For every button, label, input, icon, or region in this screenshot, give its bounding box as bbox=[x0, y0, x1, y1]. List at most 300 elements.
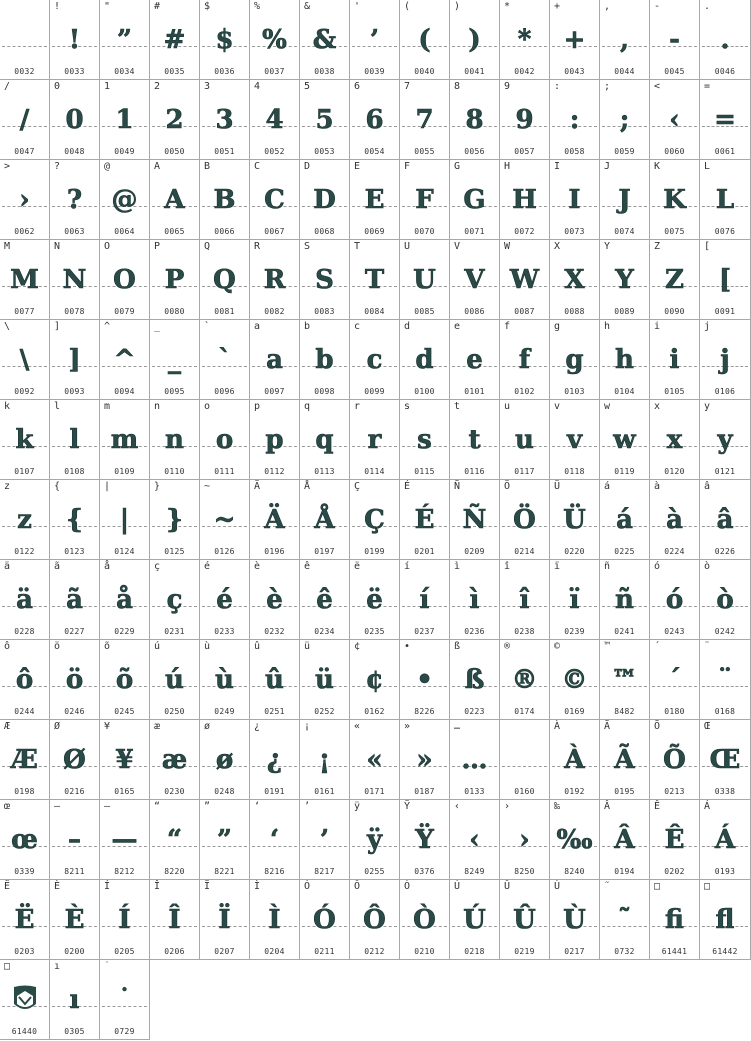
char-code: 8250 bbox=[514, 867, 535, 876]
glyph-preview: ä bbox=[16, 585, 33, 615]
glyph-cell[interactable] bbox=[150, 560, 200, 640]
glyph-cell[interactable] bbox=[50, 0, 100, 80]
glyph-cell[interactable] bbox=[650, 240, 700, 320]
glyph-cell[interactable] bbox=[700, 640, 751, 720]
glyph-cell[interactable] bbox=[100, 800, 150, 880]
glyph-preview: ? bbox=[66, 185, 83, 215]
glyph-cell[interactable] bbox=[550, 0, 600, 80]
glyph-cell[interactable] bbox=[50, 320, 100, 400]
glyph-cell[interactable] bbox=[300, 160, 350, 240]
character-label: î bbox=[504, 561, 511, 572]
glyph-cell[interactable] bbox=[250, 0, 300, 80]
glyph-cell[interactable] bbox=[700, 880, 751, 960]
glyph-cell[interactable] bbox=[700, 800, 751, 880]
character-label: É bbox=[404, 481, 411, 492]
glyph-cell[interactable] bbox=[300, 480, 350, 560]
glyph-cell[interactable] bbox=[600, 800, 650, 880]
char-code: 0067 bbox=[264, 227, 285, 236]
glyph-cell[interactable] bbox=[350, 240, 400, 320]
glyph-cell[interactable] bbox=[400, 240, 450, 320]
character-label: > bbox=[4, 161, 11, 172]
glyph-cell[interactable] bbox=[300, 720, 350, 800]
glyph-cell[interactable] bbox=[650, 160, 700, 240]
glyph-cell[interactable] bbox=[600, 80, 650, 160]
char-code: 0214 bbox=[514, 547, 535, 556]
glyph-preview: { bbox=[66, 505, 83, 535]
glyph-cell[interactable] bbox=[700, 240, 751, 320]
glyph-cell[interactable] bbox=[0, 80, 50, 160]
char-code: 0207 bbox=[214, 947, 235, 956]
glyph-cell[interactable] bbox=[250, 240, 300, 320]
glyph-cell[interactable] bbox=[150, 400, 200, 480]
glyph-cell[interactable] bbox=[100, 960, 150, 1040]
glyph-preview: ® bbox=[511, 665, 538, 695]
glyph-cell[interactable] bbox=[500, 80, 550, 160]
character-label: r bbox=[354, 401, 361, 412]
glyph-cell[interactable] bbox=[400, 320, 450, 400]
character-label: " bbox=[104, 1, 111, 12]
character-label: ä bbox=[4, 561, 11, 572]
glyph-cell[interactable] bbox=[600, 0, 650, 80]
glyph-cell[interactable] bbox=[600, 480, 650, 560]
glyph-preview: ã bbox=[66, 585, 83, 615]
glyph-cell[interactable] bbox=[600, 160, 650, 240]
glyph-cell[interactable] bbox=[650, 480, 700, 560]
glyph-cell[interactable] bbox=[700, 400, 751, 480]
character-label: Á bbox=[704, 801, 711, 812]
glyph-preview: ó bbox=[665, 585, 684, 615]
glyph-cell[interactable] bbox=[0, 240, 50, 320]
char-code: 0086 bbox=[464, 307, 485, 316]
character-label: ” bbox=[204, 801, 211, 812]
glyph-cell[interactable] bbox=[150, 0, 200, 80]
glyph-cell[interactable] bbox=[550, 800, 600, 880]
glyph-cell[interactable] bbox=[700, 480, 751, 560]
character-label: » bbox=[404, 721, 411, 732]
glyph-cell[interactable] bbox=[150, 240, 200, 320]
char-code: 0187 bbox=[414, 787, 435, 796]
char-code: 0732 bbox=[614, 947, 635, 956]
glyph-cell[interactable] bbox=[550, 160, 600, 240]
glyph-cell[interactable] bbox=[100, 320, 150, 400]
character-label: Ò bbox=[404, 881, 411, 892]
glyph-cell[interactable] bbox=[700, 560, 751, 640]
glyph-cell[interactable] bbox=[600, 240, 650, 320]
glyph-cell[interactable] bbox=[50, 560, 100, 640]
glyph-preview: y bbox=[717, 425, 733, 455]
glyph-cell[interactable] bbox=[150, 80, 200, 160]
glyph-cell[interactable] bbox=[550, 400, 600, 480]
char-code: 0234 bbox=[314, 627, 335, 636]
glyph-cell[interactable] bbox=[200, 240, 250, 320]
glyph-preview: â bbox=[716, 505, 734, 535]
glyph-preview: = bbox=[714, 105, 736, 135]
glyph-cell[interactable] bbox=[650, 720, 700, 800]
glyph-cell[interactable] bbox=[200, 560, 250, 640]
char-code: 0105 bbox=[664, 387, 685, 396]
glyph-cell[interactable] bbox=[300, 240, 350, 320]
glyph-cell[interactable] bbox=[250, 160, 300, 240]
character-label: ; bbox=[604, 81, 611, 92]
glyph-cell[interactable] bbox=[0, 960, 50, 1040]
glyph-cell[interactable] bbox=[50, 80, 100, 160]
character-label: □ bbox=[654, 881, 661, 892]
glyph-cell[interactable] bbox=[450, 0, 500, 80]
glyph-cell[interactable] bbox=[250, 720, 300, 800]
glyph-cell[interactable] bbox=[100, 400, 150, 480]
glyph-cell[interactable] bbox=[450, 800, 500, 880]
char-code: 0225 bbox=[614, 547, 635, 556]
glyph-cell[interactable] bbox=[700, 320, 751, 400]
glyph-preview: \ bbox=[19, 345, 30, 375]
character-label: “ bbox=[154, 801, 161, 812]
char-code: 0084 bbox=[364, 307, 385, 316]
glyph-preview: @ bbox=[111, 185, 138, 215]
glyph-cell[interactable] bbox=[100, 560, 150, 640]
glyph-cell[interactable] bbox=[350, 80, 400, 160]
char-code: 0213 bbox=[664, 787, 685, 796]
glyph-cell[interactable] bbox=[150, 720, 200, 800]
glyph-cell[interactable] bbox=[0, 480, 50, 560]
character-label: á bbox=[604, 481, 611, 492]
glyph-preview: + bbox=[563, 25, 586, 55]
glyph-preview: Ì bbox=[268, 905, 281, 935]
glyph-cell[interactable] bbox=[250, 80, 300, 160]
glyph-cell[interactable] bbox=[50, 720, 100, 800]
character-label: Z bbox=[654, 241, 661, 252]
glyph-cell[interactable] bbox=[50, 640, 100, 720]
glyph-cell[interactable] bbox=[200, 320, 250, 400]
character-label: v bbox=[554, 401, 561, 412]
char-code: 0165 bbox=[114, 787, 135, 796]
glyph-preview: “ bbox=[167, 825, 182, 855]
glyph-preview: q bbox=[315, 425, 334, 455]
glyph-cell[interactable] bbox=[400, 880, 450, 960]
character-label: Û bbox=[504, 881, 511, 892]
glyph-cell[interactable] bbox=[350, 480, 400, 560]
glyph-cell[interactable] bbox=[550, 480, 600, 560]
char-code: 0098 bbox=[314, 387, 335, 396]
glyph-cell[interactable] bbox=[700, 720, 751, 800]
glyph-cell[interactable] bbox=[500, 880, 550, 960]
char-code: 0200 bbox=[64, 947, 85, 956]
glyph-preview: h bbox=[615, 345, 634, 375]
char-code: 0231 bbox=[164, 627, 185, 636]
character-label: k bbox=[4, 401, 11, 412]
glyph-cell[interactable] bbox=[550, 720, 600, 800]
glyph-cell[interactable] bbox=[200, 480, 250, 560]
glyph-preview: # bbox=[163, 25, 186, 55]
glyph-cell[interactable] bbox=[250, 880, 300, 960]
character-label: Ú bbox=[454, 881, 461, 892]
glyph-cell[interactable] bbox=[500, 160, 550, 240]
glyph-cell[interactable] bbox=[100, 880, 150, 960]
glyph-cell[interactable] bbox=[450, 80, 500, 160]
glyph-cell[interactable] bbox=[350, 800, 400, 880]
glyph-preview: Ê bbox=[664, 825, 685, 855]
glyph-cell[interactable] bbox=[200, 80, 250, 160]
glyph-cell[interactable] bbox=[250, 800, 300, 880]
glyph-cell[interactable] bbox=[650, 320, 700, 400]
char-code: 0238 bbox=[514, 627, 535, 636]
character-label: … bbox=[454, 721, 461, 732]
glyph-cell[interactable] bbox=[200, 0, 250, 80]
char-code: 0193 bbox=[714, 867, 736, 876]
character-label: ' bbox=[354, 1, 361, 12]
glyph-cell[interactable] bbox=[350, 880, 400, 960]
glyph-preview: Ù bbox=[563, 905, 586, 935]
glyph-cell[interactable] bbox=[450, 720, 500, 800]
glyph-cell[interactable] bbox=[400, 160, 450, 240]
glyph-cell[interactable] bbox=[400, 0, 450, 80]
glyph-preview: ü bbox=[315, 665, 334, 695]
character-label: o bbox=[204, 401, 211, 412]
glyph-cell[interactable] bbox=[0, 320, 50, 400]
glyph-cell[interactable] bbox=[500, 0, 550, 80]
glyph-cell[interactable] bbox=[650, 80, 700, 160]
character-label: ® bbox=[504, 641, 511, 652]
glyph-cell[interactable] bbox=[550, 320, 600, 400]
character-label: / bbox=[4, 81, 11, 92]
char-code: 0083 bbox=[314, 307, 335, 316]
character-label: Ù bbox=[554, 881, 561, 892]
glyph-cell[interactable] bbox=[150, 320, 200, 400]
glyph-preview: e bbox=[466, 345, 483, 375]
glyph-cell[interactable] bbox=[300, 880, 350, 960]
glyph-cell[interactable] bbox=[0, 800, 50, 880]
character-label: 8 bbox=[454, 81, 461, 92]
glyph-cell[interactable] bbox=[650, 640, 700, 720]
character-label: Â bbox=[604, 801, 611, 812]
glyph-preview: Z bbox=[665, 265, 684, 295]
glyph-cell[interactable] bbox=[650, 880, 700, 960]
glyph-cell[interactable] bbox=[550, 880, 600, 960]
glyph-cell[interactable] bbox=[0, 160, 50, 240]
glyph-cell[interactable] bbox=[0, 640, 50, 720]
glyph-cell[interactable] bbox=[400, 480, 450, 560]
glyph-cell[interactable] bbox=[650, 0, 700, 80]
glyph-cell[interactable] bbox=[300, 0, 350, 80]
glyph-cell[interactable] bbox=[700, 0, 751, 80]
glyph-cell[interactable] bbox=[100, 80, 150, 160]
char-code: 0245 bbox=[114, 707, 135, 716]
glyph-cell[interactable] bbox=[100, 240, 150, 320]
glyph-cell[interactable] bbox=[100, 480, 150, 560]
char-code: 0094 bbox=[114, 387, 135, 396]
character-label: ‹ bbox=[454, 801, 461, 812]
glyph-cell[interactable] bbox=[600, 720, 650, 800]
glyph-cell[interactable] bbox=[0, 720, 50, 800]
glyph-cell[interactable] bbox=[0, 400, 50, 480]
glyph-cell[interactable] bbox=[450, 480, 500, 560]
character-label: W bbox=[504, 241, 511, 252]
glyph-cell[interactable] bbox=[500, 320, 550, 400]
char-code: 0033 bbox=[64, 67, 85, 76]
glyph-cell[interactable] bbox=[350, 160, 400, 240]
character-label: • bbox=[404, 641, 411, 652]
glyph-cell[interactable] bbox=[450, 560, 500, 640]
glyph-cell[interactable] bbox=[300, 320, 350, 400]
glyph-cell[interactable] bbox=[550, 560, 600, 640]
glyph-cell[interactable] bbox=[100, 640, 150, 720]
glyph-preview: Â bbox=[614, 825, 635, 855]
glyph-cell[interactable] bbox=[300, 640, 350, 720]
glyph-cell[interactable] bbox=[450, 880, 500, 960]
character-label: è bbox=[254, 561, 261, 572]
glyph-cell[interactable] bbox=[200, 400, 250, 480]
glyph-cell[interactable] bbox=[550, 240, 600, 320]
glyph-cell[interactable] bbox=[150, 880, 200, 960]
glyph-cell[interactable] bbox=[150, 640, 200, 720]
glyph-cell[interactable] bbox=[150, 800, 200, 880]
char-code: 0071 bbox=[464, 227, 485, 236]
glyph-cell[interactable] bbox=[350, 320, 400, 400]
glyph-cell[interactable] bbox=[200, 640, 250, 720]
glyph-cell[interactable] bbox=[650, 800, 700, 880]
glyph-cell[interactable] bbox=[600, 880, 650, 960]
glyph-cell[interactable] bbox=[250, 320, 300, 400]
glyph-cell[interactable] bbox=[50, 880, 100, 960]
char-code: 0076 bbox=[714, 227, 736, 236]
glyph-preview: Û bbox=[513, 905, 536, 935]
glyph-preview: ¿ bbox=[266, 745, 283, 775]
glyph-cell[interactable] bbox=[500, 400, 550, 480]
glyph-cell[interactable] bbox=[50, 160, 100, 240]
glyph-cell[interactable] bbox=[450, 640, 500, 720]
glyph-cell[interactable] bbox=[200, 800, 250, 880]
char-code: 0078 bbox=[64, 307, 85, 316]
glyph-cell[interactable] bbox=[250, 480, 300, 560]
char-code: 0211 bbox=[314, 947, 335, 956]
glyph-cell[interactable] bbox=[100, 0, 150, 80]
char-code: 0075 bbox=[664, 227, 685, 236]
glyph-cell[interactable] bbox=[400, 800, 450, 880]
glyph-cell[interactable] bbox=[700, 80, 751, 160]
glyph-cell[interactable] bbox=[250, 400, 300, 480]
glyph-cell[interactable] bbox=[300, 800, 350, 880]
glyph-cell[interactable] bbox=[50, 480, 100, 560]
glyph-cell[interactable] bbox=[700, 160, 751, 240]
glyph-cell[interactable] bbox=[400, 80, 450, 160]
glyph-preview: j bbox=[720, 345, 730, 375]
glyph-cell[interactable] bbox=[600, 400, 650, 480]
glyph-cell[interactable] bbox=[500, 640, 550, 720]
glyph-cell[interactable] bbox=[500, 800, 550, 880]
glyph-cell[interactable] bbox=[600, 640, 650, 720]
glyph-cell[interactable] bbox=[450, 240, 500, 320]
glyph-cell[interactable] bbox=[450, 160, 500, 240]
glyph-cell[interactable] bbox=[400, 400, 450, 480]
glyph-cell[interactable] bbox=[250, 640, 300, 720]
character-label: t bbox=[454, 401, 461, 412]
char-code: 0206 bbox=[164, 947, 185, 956]
glyph-cell[interactable] bbox=[50, 800, 100, 880]
character-label: ç bbox=[154, 561, 161, 572]
character-label: 7 bbox=[404, 81, 411, 92]
glyph-cell[interactable] bbox=[100, 720, 150, 800]
glyph-cell[interactable] bbox=[150, 160, 200, 240]
glyph-cell[interactable] bbox=[350, 640, 400, 720]
glyph-cell[interactable] bbox=[400, 560, 450, 640]
glyph-preview: ´ bbox=[668, 665, 681, 695]
char-code: 0037 bbox=[264, 67, 285, 76]
glyph-preview: f bbox=[518, 345, 531, 375]
character-label: õ bbox=[104, 641, 111, 652]
character-label: e bbox=[454, 321, 461, 332]
glyph-cell[interactable] bbox=[350, 0, 400, 80]
glyph-cell[interactable] bbox=[550, 80, 600, 160]
char-code: 0107 bbox=[14, 467, 35, 476]
glyph-preview: ˜ bbox=[618, 905, 631, 935]
glyph-preview: › bbox=[519, 825, 530, 855]
character-label: H bbox=[504, 161, 511, 172]
glyph-cell[interactable] bbox=[100, 160, 150, 240]
glyph-cell[interactable] bbox=[600, 560, 650, 640]
char-code: 0096 bbox=[214, 387, 235, 396]
glyph-cell[interactable] bbox=[0, 560, 50, 640]
glyph-preview: 5 bbox=[315, 105, 334, 135]
glyph-cell[interactable] bbox=[0, 0, 50, 80]
glyph-cell[interactable] bbox=[200, 880, 250, 960]
glyph-cell[interactable] bbox=[400, 640, 450, 720]
glyph-cell[interactable] bbox=[500, 240, 550, 320]
glyph-preview: ö bbox=[65, 665, 84, 695]
char-code: 0339 bbox=[14, 867, 35, 876]
glyph-cell[interactable] bbox=[150, 480, 200, 560]
glyph-cell[interactable] bbox=[300, 400, 350, 480]
char-code: 0058 bbox=[564, 147, 585, 156]
glyph-cell[interactable] bbox=[300, 560, 350, 640]
character-label: L bbox=[704, 161, 711, 172]
char-code: 0047 bbox=[14, 147, 35, 156]
glyph-cell[interactable] bbox=[50, 960, 100, 1040]
character-label: Ã bbox=[604, 721, 611, 732]
glyph-cell[interactable] bbox=[0, 880, 50, 960]
character-label: ¨ bbox=[704, 641, 711, 652]
glyph-cell[interactable] bbox=[650, 400, 700, 480]
character-label: P bbox=[154, 241, 161, 252]
glyph-cell[interactable] bbox=[350, 560, 400, 640]
character-label: « bbox=[354, 721, 361, 732]
glyph-cell[interactable] bbox=[450, 400, 500, 480]
character-label: 3 bbox=[204, 81, 211, 92]
glyph-cell[interactable] bbox=[300, 80, 350, 160]
char-code: 0100 bbox=[414, 387, 435, 396]
glyph-preview: D bbox=[313, 185, 336, 215]
glyph-cell[interactable] bbox=[650, 560, 700, 640]
glyph-cell[interactable] bbox=[50, 240, 100, 320]
glyph-preview: Ï bbox=[218, 905, 231, 935]
character-label: ú bbox=[154, 641, 161, 652]
char-code: 0114 bbox=[364, 467, 385, 476]
glyph-cell[interactable] bbox=[200, 720, 250, 800]
character-label: œ bbox=[4, 801, 11, 812]
glyph-cell[interactable] bbox=[500, 480, 550, 560]
glyph-cell[interactable] bbox=[50, 400, 100, 480]
glyph-cell[interactable] bbox=[350, 720, 400, 800]
character-label: R bbox=[254, 241, 261, 252]
glyph-cell[interactable] bbox=[350, 400, 400, 480]
glyph-cell[interactable] bbox=[200, 160, 250, 240]
glyph-cell[interactable] bbox=[550, 640, 600, 720]
glyph-preview: ˙ bbox=[118, 985, 131, 1015]
glyph-cell[interactable] bbox=[250, 560, 300, 640]
glyph-cell[interactable] bbox=[600, 320, 650, 400]
glyph-cell[interactable] bbox=[500, 560, 550, 640]
glyph-cell[interactable] bbox=[450, 320, 500, 400]
glyph-cell[interactable] bbox=[500, 720, 550, 800]
glyph-cell[interactable] bbox=[400, 720, 450, 800]
